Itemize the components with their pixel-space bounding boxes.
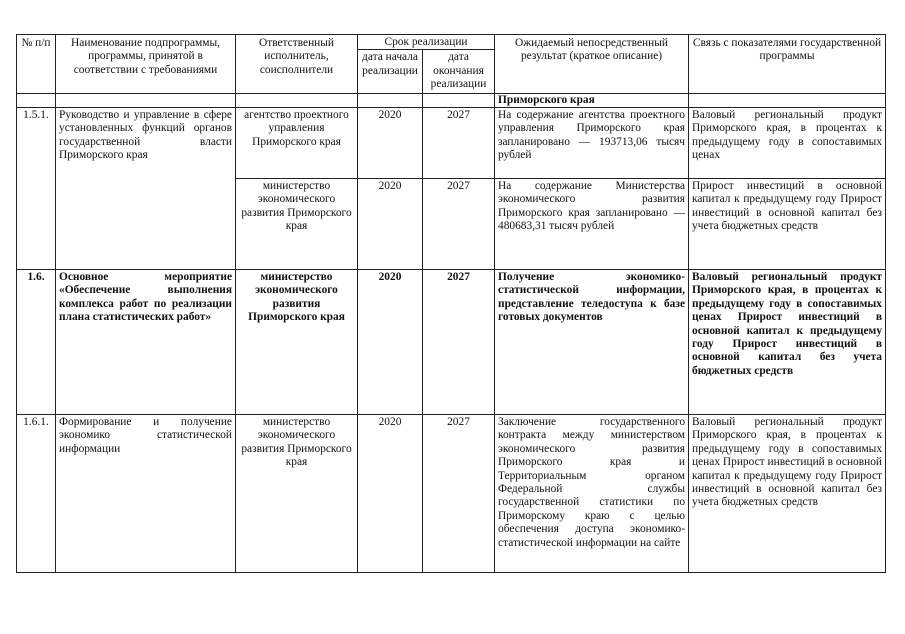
row-responsible: министерство экономического развития Приморского края [236,270,358,415]
row-result: На содержание Министерства экономического развития Приморского края запланировано — 480683,31 тысяч рублей [495,179,689,270]
program-table [16,34,886,573]
row-end: 2027 [423,415,495,573]
row-start: 2020 [358,270,423,415]
row-link: Валовый региональный продукт Приморского края, в процентах к предыдущему году в сопоставимых ценах [689,108,886,179]
row-end: 2027 [423,179,495,270]
header-start: дата начала реализации [358,50,423,93]
table-row [17,270,886,415]
row-responsible: министерство экономического развития Приморского края [236,415,358,573]
header-link: Связь с показателями государственной программы [689,35,886,94]
row-responsible: министерство экономического развития Приморского края [236,179,358,270]
row-result: Получение экономико-статистической информации, представление теледоступа к базе готовых документов [495,270,689,415]
row-end: 2027 [423,270,495,415]
row-result: Заключение государственного контракта между министерством экономического развития Приморского края и Территориальным органом Федеральной службы государственной статистики по Приморскому краю с целью обеспечения доступа экономико-статистической информации на сайте [495,415,689,573]
row-link: Валовый региональный продукт Приморского края, в процентах к предыдущему году в сопоставимых ценах Прирост инвестиций в основной капитал к предыдущему году Прирост инвестиций в основной капитал без учета бюджетных средств [689,415,886,573]
row-num: 1.5.1. [17,108,56,270]
continuation-result: Приморского края [495,93,689,107]
row-link: Валовый региональный продукт Приморского края, в процентах к предыдущему году в сопоставимых ценах Прирост инвестиций в основной капитал к предыдущему году Прирост инвестиций в основной капитал без учета бюджетных средств [689,270,886,415]
table-header-row [17,35,886,50]
table-row [17,93,886,107]
row-name: Основное мероприятие «Обеспечение выполнения комплекса работ по реализации плана статистических работ» [56,270,236,415]
header-responsible: Ответственный исполнитель, соисполнители [236,35,358,94]
row-start: 2020 [358,108,423,179]
table-row [17,415,886,573]
row-end: 2027 [423,108,495,179]
row-start: 2020 [358,415,423,573]
header-name: Наименование подпрограммы, программы, принятой в соответствии с требованиями [56,35,236,94]
row-result: На содержание агентства проектного управления Приморского края запланировано — 193713,06 тысяч рублей [495,108,689,179]
row-name: Формирование и получение экономико статистической информации [56,415,236,573]
row-num: 1.6. [17,270,56,415]
row-responsible: агентство проектного управления Приморского края [236,108,358,179]
row-num: 1.6.1. [17,415,56,573]
table-row [17,108,886,179]
header-end: дата окончания реализации [423,50,495,93]
row-name: Руководство и управление в сфере установленных функций органов государственной власти Приморского края [56,108,236,270]
header-num: № п/п [17,35,56,94]
header-result: Ожидаемый непосредственный результат (краткое описание) [495,35,689,94]
row-link: Прирост инвестиций в основной капитал к предыдущему году Прирост инвестиций в основной капитал без учета бюджетных средств [689,179,886,270]
document-page [16,34,885,573]
row-start: 2020 [358,179,423,270]
header-term: Срок реализации [358,35,495,50]
